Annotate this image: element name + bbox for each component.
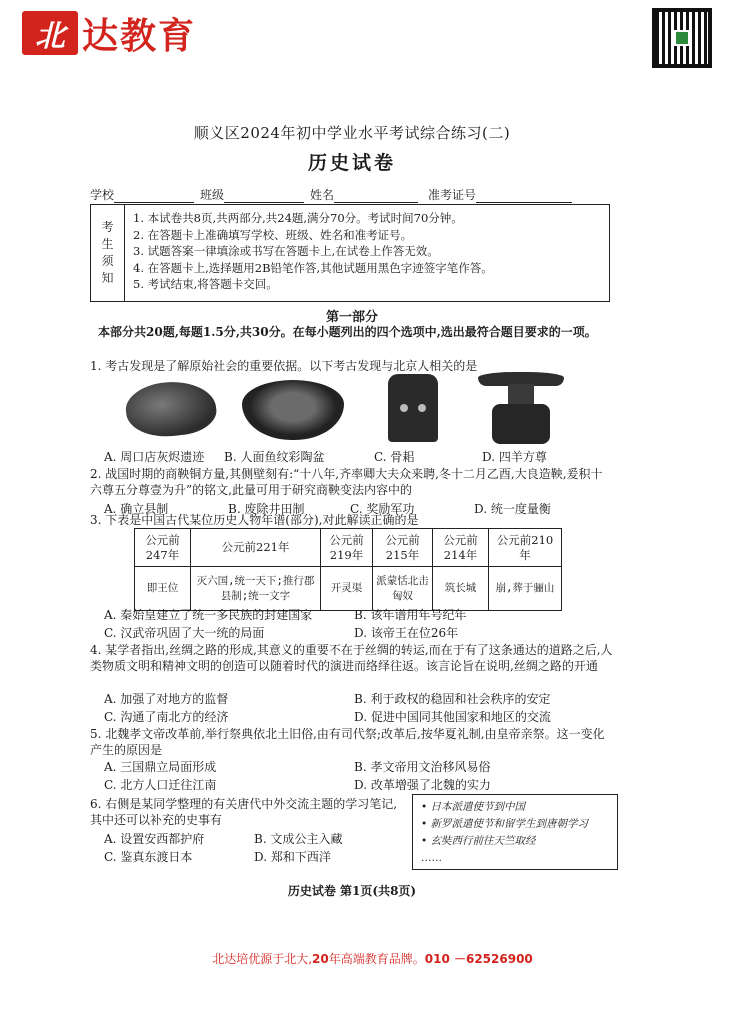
notice-box — [90, 204, 610, 302]
option[interactable]: B. 孝文帝用文治移风易俗 — [354, 760, 491, 774]
ad-years: 20 — [312, 952, 329, 966]
bronze-zun-image — [478, 372, 564, 444]
notice-item: 4. 在答题卡上,选择题用2B铅笔作答,其他试题用黑色字迹签字笔作答。 — [133, 260, 493, 275]
option[interactable]: B. 人面鱼纹彩陶盆 — [224, 450, 325, 464]
option[interactable]: A. 加强了对地方的监督 — [104, 692, 229, 706]
notice-item: 2. 在答题卡上准确填写学校、班级、姓名和准考证号。 — [133, 227, 413, 242]
student-info-fields — [90, 186, 610, 203]
field-school-label: 学校 — [90, 188, 115, 202]
field-name-label: 姓名 — [310, 188, 335, 202]
note-item: • 玄奘西行前往天竺取经 — [421, 835, 536, 847]
note-item: • 新罗派遣使节和留学生到唐朝学习 — [421, 818, 589, 830]
bone-spade-image — [388, 374, 438, 442]
question-3-options — [104, 606, 610, 642]
brand-logo — [22, 10, 212, 56]
exam-title: 顺义区2024年初中学业水平考试综合练习(二) — [193, 124, 511, 142]
ash-relic-image — [123, 377, 218, 440]
qr-code-icon — [652, 8, 712, 68]
option[interactable]: B. 文成公主入藏 — [254, 832, 343, 846]
option[interactable]: D. 促进中国同其他国家和地区的交流 — [354, 710, 551, 724]
field-id-blank[interactable] — [476, 191, 572, 203]
option[interactable]: B. 该年谱用年号纪年 — [354, 608, 467, 622]
study-notes-box — [412, 794, 618, 870]
table-cell: 筑长城 — [433, 567, 489, 611]
option[interactable]: D. 该帝王在位26年 — [354, 626, 459, 640]
option[interactable]: D. 改革增强了北魏的实力 — [354, 778, 491, 792]
question-2-stem: 2. 战国时期的商鞅铜方量,其侧壁刻有:“十八年,齐率卿大夫众来聘,冬十二月乙酉,大良造鞅,爰积十六尊五分尊壹为升”的铭文,此量可用于研究商鞅变法内容中的 — [90, 467, 603, 497]
pottery-basin-image — [242, 380, 344, 440]
table-cell: 即王位 — [135, 567, 191, 611]
ad-text: 年高端教育品牌。 — [328, 952, 425, 966]
note-item: • 日本派遣使节到中国 — [421, 801, 526, 813]
question-4-stem: 4. 某学者指出,丝绸之路的形成,其意义的重要不在于丝绸的转运,而在于有了这条通达的道路之后,人类物质文明和精神文明的创造可以随着时代的演进而络绎往返。该言论旨在说明,丝绸之路的开通 — [90, 643, 613, 673]
option[interactable]: A. 设置安西都护府 — [104, 832, 205, 846]
field-school-blank[interactable] — [114, 191, 194, 203]
option[interactable]: A. 三国鼎立局面形成 — [104, 760, 217, 774]
table-cell: 公元前210年 — [489, 529, 562, 567]
question-6-stem: 6. 右侧是某同学整理的有关唐代中外交流主题的学习笔记,其中还可以补充的史事有 — [90, 797, 398, 827]
option[interactable]: D. 统一度量衡 — [474, 502, 551, 516]
table-cell: 开灵渠 — [321, 567, 373, 611]
question-6-options — [104, 830, 404, 866]
notice-items — [125, 205, 501, 301]
note-item: …… — [421, 852, 442, 864]
table-cell: 公元前214年 — [433, 529, 489, 567]
option[interactable]: C. 汉武帝巩固了大一统的局面 — [104, 626, 265, 640]
notice-item: 5. 考试结束,将答题卡交回。 — [133, 277, 278, 291]
table-cell: 崩,葬于骊山 — [489, 567, 562, 611]
table-cell: 公元前215年 — [373, 529, 433, 567]
question-3-stem: 3. 下表是中国古代某位历史人物年谱(部分),对此解读正确的是 — [90, 513, 419, 527]
option[interactable]: A. 确立县制 — [104, 502, 169, 516]
part1-intro: 本部分共20题,每题1.5分,共30分。在每小题列出的四个选项中,选出最符合题目要求的一项。 — [98, 325, 597, 339]
field-name-blank[interactable] — [334, 191, 418, 203]
brand-seal: 北 — [22, 11, 78, 55]
brand-name: 达教育 — [82, 15, 197, 57]
notice-label: 考 生 须 知 — [91, 205, 125, 301]
option[interactable]: C. 鉴真东渡日本 — [104, 850, 193, 864]
table-cell: 灭六国,统一天下;推行郡县制;统一文字 — [191, 567, 321, 611]
exam-sheet — [82, 108, 622, 908]
chronology-table — [134, 528, 562, 611]
ad-text: 北达培优源于北大, — [212, 952, 313, 966]
part1-title: 第一部分 — [325, 310, 378, 325]
field-class-blank[interactable] — [224, 191, 304, 203]
question-1-stem: 1. 考古发现是了解原始社会的重要依据。以下考古发现与北京人相关的是 — [90, 359, 478, 373]
notice-item: 3. 试题答案一律填涂或书写在答题卡上,在试卷上作答无效。 — [133, 244, 439, 258]
page-footer: 历史试卷 第1页(共8页) — [287, 884, 417, 898]
option[interactable]: C. 北方人口迁往江南 — [104, 778, 217, 792]
table-cell: 公元前221年 — [191, 529, 321, 567]
option[interactable]: B. 利于政权的稳固和社会秩序的安定 — [354, 692, 551, 706]
option[interactable]: C. 沟通了南北方的经济 — [104, 710, 229, 724]
option[interactable]: B. 废除井田制 — [228, 502, 305, 516]
table-cell: 公元前247年 — [135, 529, 191, 567]
option[interactable]: C. 骨耜 — [374, 450, 415, 464]
ad-phone: 010 －62526900 — [424, 952, 533, 966]
ad-line — [0, 950, 745, 967]
question-1-options — [104, 448, 610, 465]
option[interactable]: D. 四羊方尊 — [482, 450, 547, 464]
field-id-label: 准考证号 — [428, 188, 477, 202]
question-5-options — [104, 758, 610, 794]
exam-subject: 历史试卷 — [307, 152, 396, 174]
question-4-options — [104, 690, 610, 726]
field-class-label: 班级 — [200, 188, 225, 202]
option[interactable]: D. 郑和下西洋 — [254, 850, 331, 864]
option[interactable]: A. 周口店灰烬遗迹 — [104, 450, 205, 464]
table-cell: 派蒙恬北击匈奴 — [373, 567, 433, 611]
table-cell: 公元前219年 — [321, 529, 373, 567]
option[interactable]: C. 奖励军功 — [350, 502, 415, 516]
notice-item: 1. 本试卷共8页,共两部分,共24题,满分70分。考试时间70分钟。 — [133, 211, 463, 225]
option[interactable]: A. 秦始皇建立了统一多民族的封建国家 — [104, 608, 313, 622]
question-5-stem: 5. 北魏孝文帝改革前,举行祭典依北土旧俗,由有司代祭;改革后,按华夏礼制,由皇帝亲祭。这一变化产生的原因是 — [90, 727, 605, 757]
